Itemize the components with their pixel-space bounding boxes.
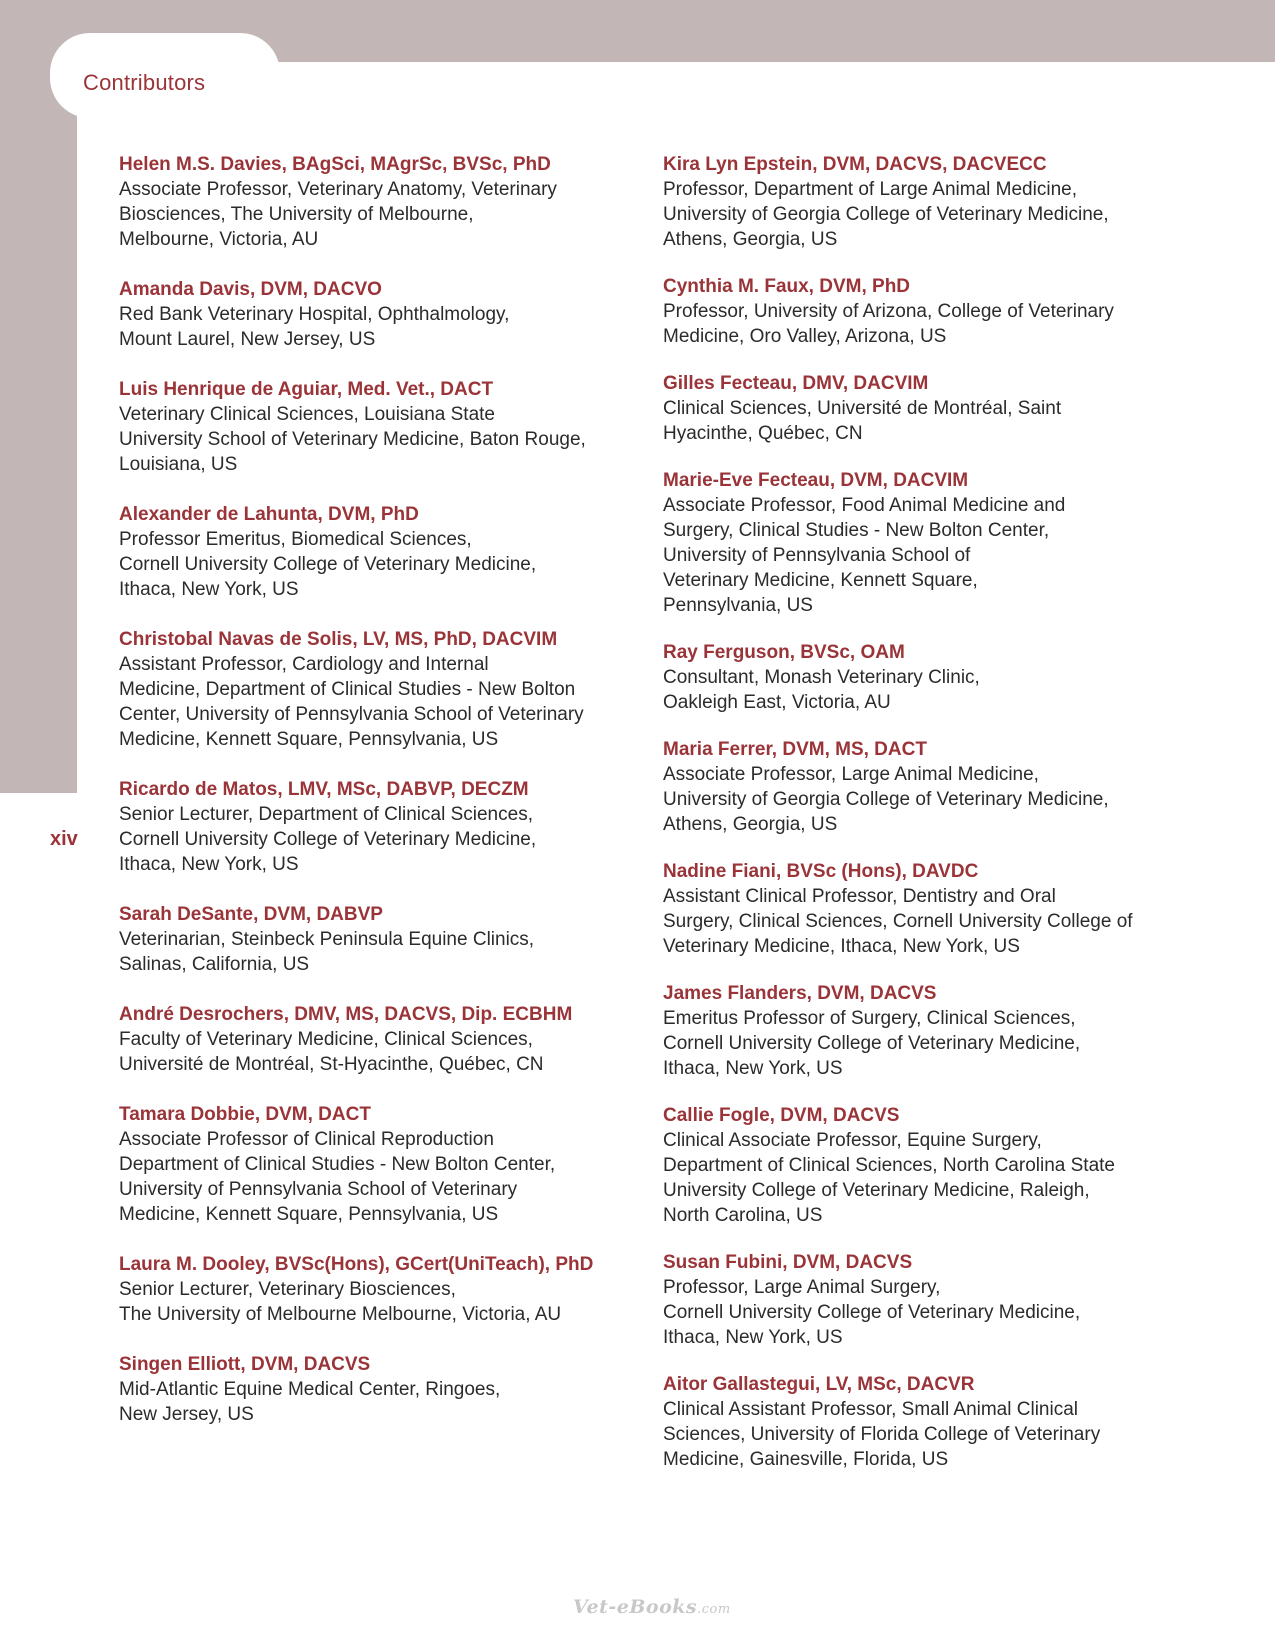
contributor-affiliation-line: University of Pennsylvania School of Veterinary	[119, 1179, 518, 1200]
contributor-entry	[663, 152, 1183, 252]
contributor-affiliation-line: Biosciences, The University of Melbourne,	[119, 204, 474, 225]
contributor-affiliation-line: Professor, Department of Large Animal Medicine,	[663, 179, 1077, 200]
section-title: Contributors	[83, 70, 206, 95]
contributor-affiliation-line: Professor, Large Animal Surgery,	[663, 1277, 941, 1298]
contributor-name: Ray Ferguson, BVSc, OAM	[663, 642, 905, 663]
contributor-name: Susan Fubini, DVM, DACVS	[663, 1252, 913, 1273]
contributor-affiliation-line: Pennsylvania, US	[663, 595, 813, 616]
contributor-entry	[119, 1352, 639, 1427]
contributor-entry	[663, 1250, 1183, 1350]
contributor-affiliation-line: Hyacinthe, Québec, CN	[663, 423, 863, 444]
contributor-affiliation-line: Senior Lecturer, Department of Clinical Sciences,	[119, 804, 533, 825]
contributor-entry	[663, 737, 1183, 837]
contributor-name: Ricardo de Matos, LMV, MSc, DABVP, DECZM	[119, 779, 529, 800]
contributor-affiliation-line: Center, University of Pennsylvania School of Veterinary	[119, 704, 584, 725]
contributor-entry	[119, 627, 639, 752]
contributor-name: Luis Henrique de Aguiar, Med. Vet., DACT	[119, 379, 494, 400]
contributor-entry	[663, 371, 1183, 446]
contributor-affiliation-line: Medicine, Kennett Square, Pennsylvania, US	[119, 729, 499, 750]
contributor-affiliation-line: Ithaca, New York, US	[663, 1327, 843, 1348]
contributor-entry	[119, 152, 639, 252]
contributor-name: Tamara Dobbie, DVM, DACT	[119, 1104, 371, 1125]
contributor-entry	[663, 468, 1183, 618]
contributors-right-column	[663, 152, 1183, 1472]
contributor-name: Marie-Eve Fecteau, DVM, DACVIM	[663, 470, 969, 491]
contributor-affiliation-line: Clinical Associate Professor, Equine Surgery,	[663, 1130, 1042, 1151]
contributor-affiliation-line: Clinical Sciences, Université de Montréal, Saint	[663, 398, 1062, 419]
contributor-affiliation-line: Veterinary Medicine, Ithaca, New York, US	[663, 936, 1020, 957]
contributor-affiliation-line: Athens, Georgia, US	[663, 229, 838, 250]
page-number: xiv	[50, 828, 78, 850]
contributor-entry	[663, 640, 1183, 715]
contributor-affiliation-line: Ithaca, New York, US	[119, 579, 299, 600]
contributor-affiliation-line: Associate Professor, Food Animal Medicine and	[663, 495, 1066, 516]
contributor-entry	[663, 274, 1183, 349]
side-band	[0, 0, 77, 793]
contributor-entry	[119, 377, 639, 477]
contributor-name: Kira Lyn Epstein, DVM, DACVS, DACVECC	[663, 154, 1047, 175]
contributor-name: André Desrochers, DMV, MS, DACVS, Dip. ECBHM	[119, 1004, 573, 1025]
contributor-name: Maria Ferrer, DVM, MS, DACT	[663, 739, 927, 760]
contributor-affiliation-line: Oakleigh East, Victoria, AU	[663, 692, 891, 713]
contributor-affiliation-line: University of Georgia College of Veterinary Medicine,	[663, 204, 1109, 225]
contributor-affiliation-line: Surgery, Clinical Studies - New Bolton Center,	[663, 520, 1050, 541]
contributor-name: Callie Fogle, DVM, DACVS	[663, 1105, 900, 1126]
contributor-name: Gilles Fecteau, DMV, DACVIM	[663, 373, 929, 394]
contributor-entry	[119, 902, 639, 977]
contributor-affiliation-line: Faculty of Veterinary Medicine, Clinical Sciences,	[119, 1029, 533, 1050]
contributor-affiliation-line: Professor Emeritus, Biomedical Sciences,	[119, 529, 472, 550]
contributor-entry	[119, 1252, 639, 1327]
contributor-affiliation-line: Assistant Professor, Cardiology and Internal	[119, 654, 489, 675]
contributor-entry	[119, 277, 639, 352]
contributor-affiliation-line: Veterinarian, Steinbeck Peninsula Equine Clinics,	[119, 929, 535, 950]
contributor-affiliation-line: Department of Clinical Sciences, North Carolina State	[663, 1155, 1115, 1176]
contributor-name: Laura M. Dooley, BVSc(Hons), GCert(UniTeach), PhD	[119, 1254, 594, 1275]
watermark-suffix: .com	[697, 1602, 731, 1617]
contributor-entry	[663, 1103, 1183, 1228]
contributor-affiliation-line: Sciences, University of Florida College of Veterinary	[663, 1424, 1101, 1445]
contributor-affiliation-line: Clinical Assistant Professor, Small Animal Clinical	[663, 1399, 1078, 1420]
contributor-name: Nadine Fiani, BVSc (Hons), DAVDC	[663, 861, 979, 882]
contributor-affiliation-line: Cornell University College of Veterinary Medicine,	[119, 554, 537, 575]
contributors-left-column	[119, 152, 639, 1427]
contributor-entry	[119, 1002, 639, 1077]
contributor-name: Sarah DeSante, DVM, DABVP	[119, 904, 383, 925]
contributor-affiliation-line: University of Pennsylvania School of	[663, 545, 971, 566]
contributor-affiliation-line: Medicine, Kennett Square, Pennsylvania, US	[119, 1204, 499, 1225]
contributor-name: James Flanders, DVM, DACVS	[663, 983, 937, 1004]
contributor-affiliation-line: Veterinary Clinical Sciences, Louisiana State	[119, 404, 495, 425]
contributor-name: Christobal Navas de Solis, LV, MS, PhD, DACVIM	[119, 629, 558, 650]
contributor-affiliation-line: Medicine, Gainesville, Florida, US	[663, 1449, 949, 1470]
contributor-affiliation-line: Associate Professor, Large Animal Medicine,	[663, 764, 1039, 785]
contributor-affiliation-line: The University of Melbourne Melbourne, Victoria, AU	[119, 1304, 562, 1325]
contributor-affiliation-line: Salinas, California, US	[119, 954, 310, 975]
contributor-name: Alexander de Lahunta, DVM, PhD	[119, 504, 419, 525]
contributor-affiliation-line: Louisiana, US	[119, 454, 238, 475]
watermark-text: Vet-eBooks	[573, 1596, 698, 1618]
contributor-affiliation-line: Associate Professor of Clinical Reproduction	[119, 1129, 494, 1150]
contributor-affiliation-line: Cornell University College of Veterinary Medicine,	[663, 1302, 1081, 1323]
contributor-name: Aitor Gallastegui, LV, MSc, DACVR	[663, 1374, 975, 1395]
watermark	[573, 1596, 731, 1618]
contributor-affiliation-line: University School of Veterinary Medicine, Baton Rouge,	[119, 429, 586, 450]
contributor-affiliation-line: Medicine, Department of Clinical Studies - New Bolton	[119, 679, 576, 700]
contributor-affiliation-line: Mount Laurel, New Jersey, US	[119, 329, 376, 350]
contributor-name: Helen M.S. Davies, BAgSci, MAgrSc, BVSc, PhD	[119, 154, 551, 175]
contributor-affiliation-line: Professor, University of Arizona, College of Veterinary	[663, 301, 1114, 322]
contributor-affiliation-line: Medicine, Oro Valley, Arizona, US	[663, 326, 947, 347]
contributor-affiliation-line: University College of Veterinary Medicine, Raleigh,	[663, 1180, 1090, 1201]
contributor-affiliation-line: Melbourne, Victoria, AU	[119, 229, 319, 250]
contributor-affiliation-line: North Carolina, US	[663, 1205, 823, 1226]
contributor-affiliation-line: Université de Montréal, St-Hyacinthe, Québec, CN	[119, 1054, 544, 1075]
contributor-affiliation-line: Cornell University College of Veterinary Medicine,	[663, 1033, 1081, 1054]
contributor-entry	[119, 502, 639, 602]
contributor-affiliation-line: New Jersey, US	[119, 1404, 254, 1425]
contributor-affiliation-line: Department of Clinical Studies - New Bolton Center,	[119, 1154, 556, 1175]
contributor-affiliation-line: Senior Lecturer, Veterinary Biosciences,	[119, 1279, 456, 1300]
contributor-affiliation-line: Surgery, Clinical Sciences, Cornell University College of	[663, 911, 1133, 932]
contributor-affiliation-line: University of Georgia College of Veterinary Medicine,	[663, 789, 1109, 810]
contributor-affiliation-line: Red Bank Veterinary Hospital, Ophthalmology,	[119, 304, 510, 325]
contributor-entry	[119, 777, 639, 877]
contributor-name: Singen Elliott, DVM, DACVS	[119, 1354, 371, 1375]
contributor-affiliation-line: Emeritus Professor of Surgery, Clinical Sciences,	[663, 1008, 1076, 1029]
contributor-affiliation-line: Mid-Atlantic Equine Medical Center, Ringoes,	[119, 1379, 501, 1400]
contributor-affiliation-line: Ithaca, New York, US	[119, 854, 299, 875]
contributor-entry	[663, 981, 1183, 1081]
contributor-entry	[663, 859, 1183, 959]
contributor-name: Amanda Davis, DVM, DACVO	[119, 279, 382, 300]
contributor-affiliation-line: Associate Professor, Veterinary Anatomy, Veterinary	[119, 179, 557, 200]
contributor-entry	[663, 1372, 1183, 1472]
contributor-affiliation-line: Veterinary Medicine, Kennett Square,	[663, 570, 978, 591]
contributor-affiliation-line: Ithaca, New York, US	[663, 1058, 843, 1079]
contributor-affiliation-line: Consultant, Monash Veterinary Clinic,	[663, 667, 980, 688]
contributor-name: Cynthia M. Faux, DVM, PhD	[663, 276, 911, 297]
contributor-entry	[119, 1102, 639, 1227]
contributor-affiliation-line: Cornell University College of Veterinary Medicine,	[119, 829, 537, 850]
contributor-affiliation-line: Assistant Clinical Professor, Dentistry and Oral	[663, 886, 1056, 907]
contributor-affiliation-line: Athens, Georgia, US	[663, 814, 838, 835]
